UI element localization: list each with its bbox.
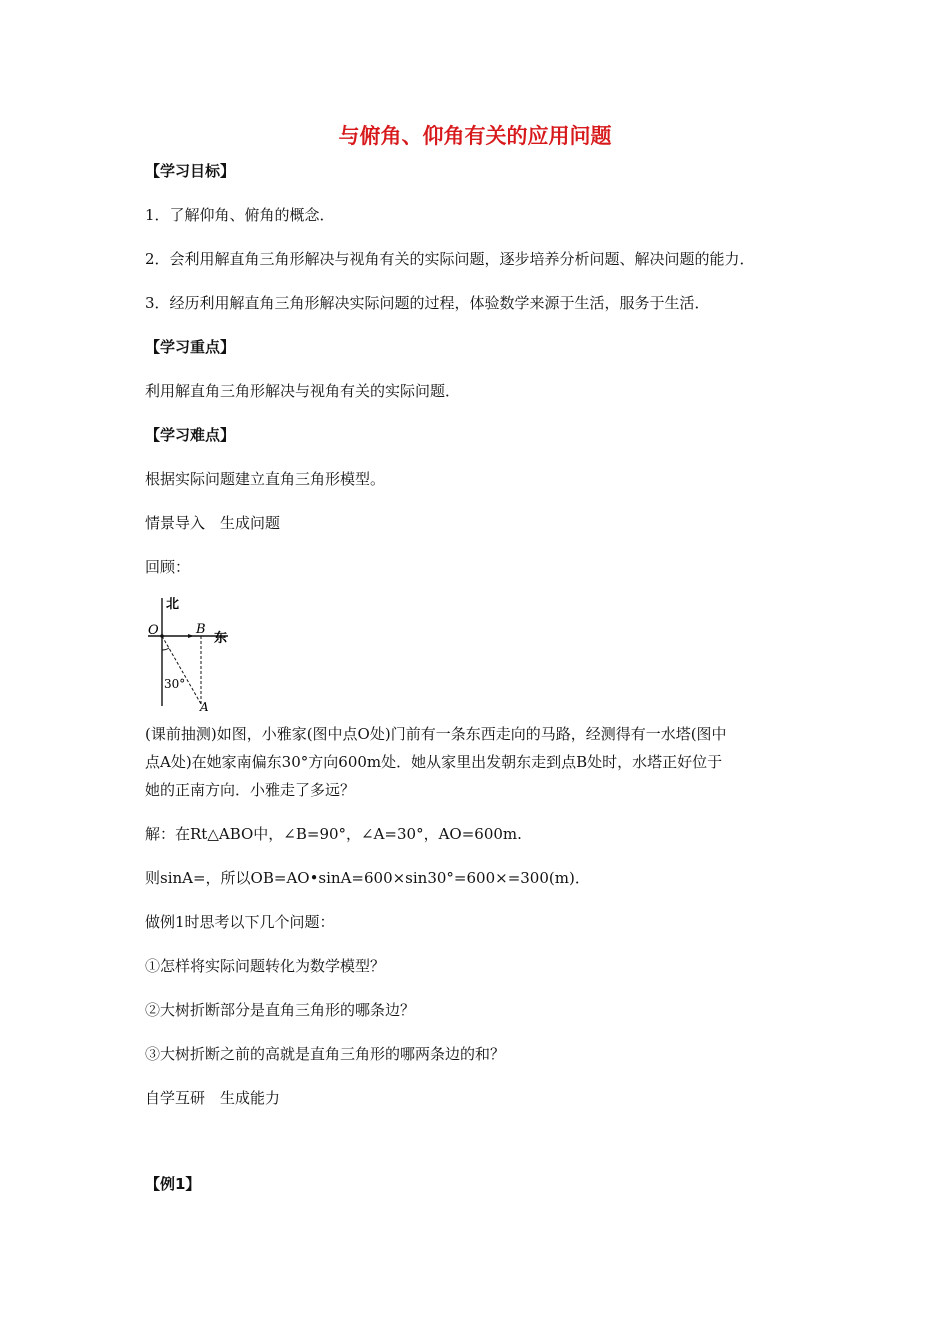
key-point-text: 利用解直角三角形解决与视角有关的实际问题． — [145, 382, 461, 400]
page-title: 与俯角、仰角有关的应用问题 — [338, 124, 612, 148]
example-label: 【例1】 — [145, 1175, 201, 1193]
angle-label: 30° — [164, 677, 186, 691]
question-3: ③大树折断之前的高就是直角三角形的哪两条边的和？ — [145, 1045, 506, 1063]
north-label: 北 — [166, 597, 180, 612]
scenario-heading: 情景导入 生成问题 — [145, 514, 281, 532]
question-1: ①怎样将实际问题转化为数学模型？ — [145, 957, 386, 975]
section-difficulty-heading: 【学习难点】 — [145, 426, 236, 444]
problem-line-1: (课前抽测)如图，小雅家(图中点O处)门前有一条东西走向的马路，经测得有一水塔(图中 — [145, 725, 727, 743]
objective-item-2: 2．会利用解直角三角形解决与视角有关的实际问题，逐步培养分析问题、解决问题的能力． — [145, 250, 755, 268]
east-label: 东 — [214, 631, 228, 646]
point-b-label: B — [196, 622, 206, 637]
section-key-heading: 【学习重点】 — [145, 338, 236, 356]
problem-line-3: 她的正南方向．小雅走了多远？ — [145, 781, 356, 799]
question-2: ②大树折断部分是直角三角形的哪条边？ — [145, 1001, 416, 1019]
solution-line-2: 则sinA=，所以OB=AO•sinA=600×sin30°=600×=300(m)． — [145, 869, 590, 887]
problem-line-2: 点A处)在她家南偏东30°方向600m处．她从家里出发朝东走到点B处时，水塔正好位于 — [145, 753, 723, 771]
objective-item-3: 3．经历利用解直角三角形解决实际问题的过程，体验数学来源于生活，服务于生活． — [145, 294, 710, 312]
section-objectives-heading: 【学习目标】 — [145, 162, 236, 180]
self-study-heading: 自学互研 生成能力 — [145, 1089, 281, 1107]
point-a-label: A — [200, 700, 209, 714]
difficulty-text: 根据实际问题建立直角三角形模型。 — [145, 470, 386, 488]
point-o-label: O — [148, 623, 159, 638]
think-intro: 做例1时思考以下几个问题： — [145, 913, 335, 931]
objective-item-1: 1．了解仰角、俯角的概念． — [145, 206, 335, 224]
direction-diagram — [144, 596, 240, 714]
review-label: 回顾： — [145, 558, 191, 576]
solution-line-1: 解：在Rt△ABO中，∠B=90°，∠A=30°，AO=600m. — [145, 825, 522, 843]
